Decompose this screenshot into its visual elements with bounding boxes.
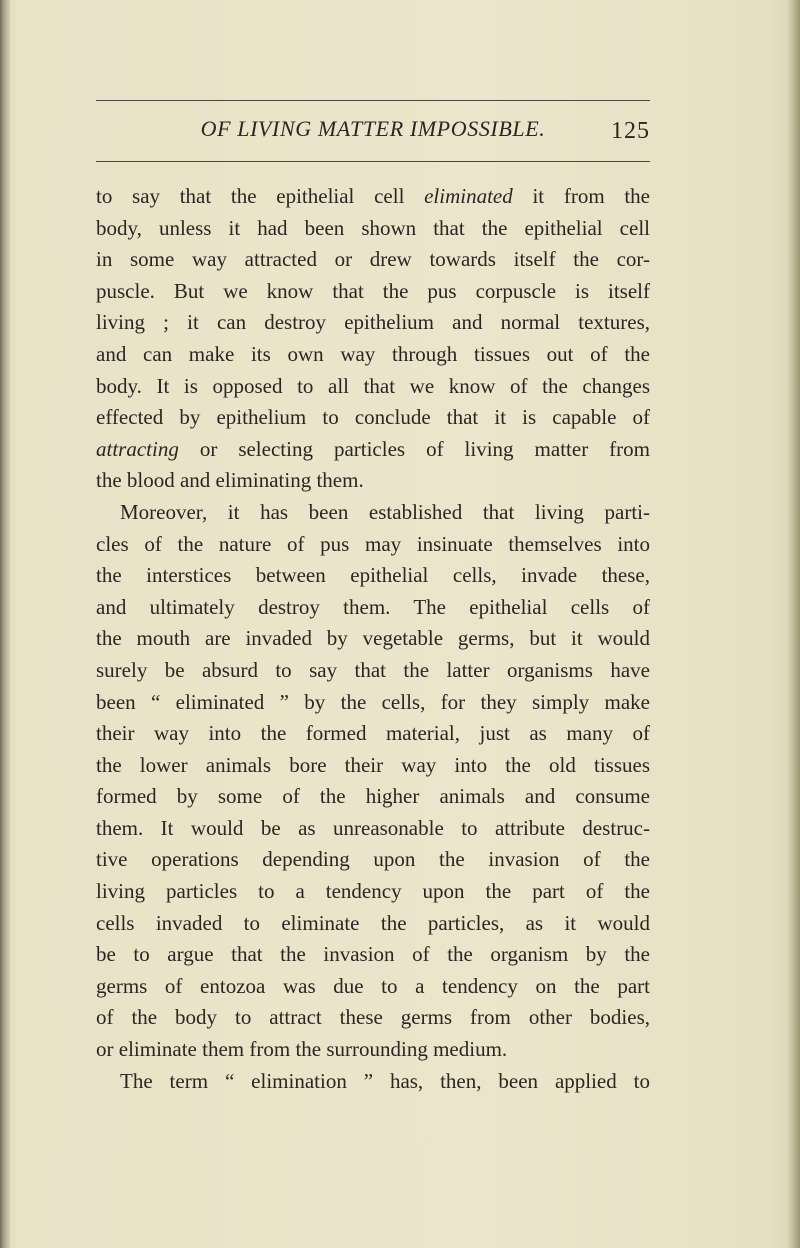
text-line-27: of the body to attract these germs from other bodies,	[96, 1005, 650, 1030]
text-line-22: tive operations depending upon the invasion of the	[96, 847, 650, 872]
text-line-10: the blood and eliminating them.	[96, 468, 364, 493]
text-line-25: be to argue that the invasion of the organism by the	[96, 942, 650, 967]
emphasis-eliminated: eliminated	[424, 184, 513, 208]
text-line-2: body, unless it had been shown that the epithelial cell	[96, 215, 650, 240]
text-line-12: cles of the nature of pus may insinuate themselves into	[96, 531, 650, 556]
page-right-edge	[786, 0, 800, 1248]
text-line-1: to say that the epithelial cell eliminated it from the	[96, 184, 650, 208]
text-line-7: body. It is opposed to all that we know of the changes	[96, 373, 650, 398]
text-line-28: or eliminate them from the surrounding medium.	[96, 1037, 508, 1062]
page-left-edge	[0, 0, 10, 1248]
header-rule-bottom	[96, 161, 650, 162]
body-text	[96, 181, 650, 1097]
text-line-6: and can make its own way through tissues out of the	[96, 341, 650, 366]
text-line-17: been “ eliminated ” by the cells, for they simply make	[96, 689, 650, 714]
text-line-5: living ; it can destroy epithelium and normal textures,	[96, 310, 650, 335]
text-line-18: their way into the formed material, just as many of	[96, 721, 650, 746]
text-line-29: The term “ elimination ” has, then, been applied to	[120, 1068, 650, 1093]
text-line-16: surely be absurd to say that the latter organisms have	[96, 657, 650, 682]
running-head	[96, 110, 650, 150]
text-line-9: attracting or selecting particles of living matter from	[96, 436, 650, 461]
text-line-24: cells invaded to eliminate the particles, as it would	[96, 910, 650, 935]
text-line-20: formed by some of the higher animals and consume	[96, 784, 650, 809]
text-line-21: them. It would be as unreasonable to attribute destruc-	[96, 815, 650, 840]
text-line-19: the lower animals bore their way into the old tissues	[96, 752, 650, 777]
text-line-8: effected by epithelium to conclude that it is capable of	[96, 405, 650, 430]
text-line-11: Moreover, it has been established that living parti-	[120, 499, 650, 524]
text-line-4: puscle. But we know that the pus corpuscle is itself	[96, 278, 650, 303]
header-rule-top	[96, 100, 650, 101]
page-number: 125	[611, 118, 650, 144]
text-line-3: in some way attracted or drew towards itself the cor-	[96, 247, 650, 272]
text-line-26: germs of entozoa was due to a tendency on the part	[96, 973, 650, 998]
text-line-14: and ultimately destroy them. The epithelial cells of	[96, 594, 650, 619]
text-line-13: the interstices between epithelial cells, invade these,	[96, 563, 650, 588]
text-line-15: the mouth are invaded by vegetable germs, but it would	[96, 626, 650, 651]
text-line-23: living particles to a tendency upon the part of the	[96, 879, 650, 904]
running-title: OF LIVING MATTER IMPOSSIBLE.	[200, 116, 546, 141]
emphasis-attracting: attracting	[96, 436, 179, 461]
